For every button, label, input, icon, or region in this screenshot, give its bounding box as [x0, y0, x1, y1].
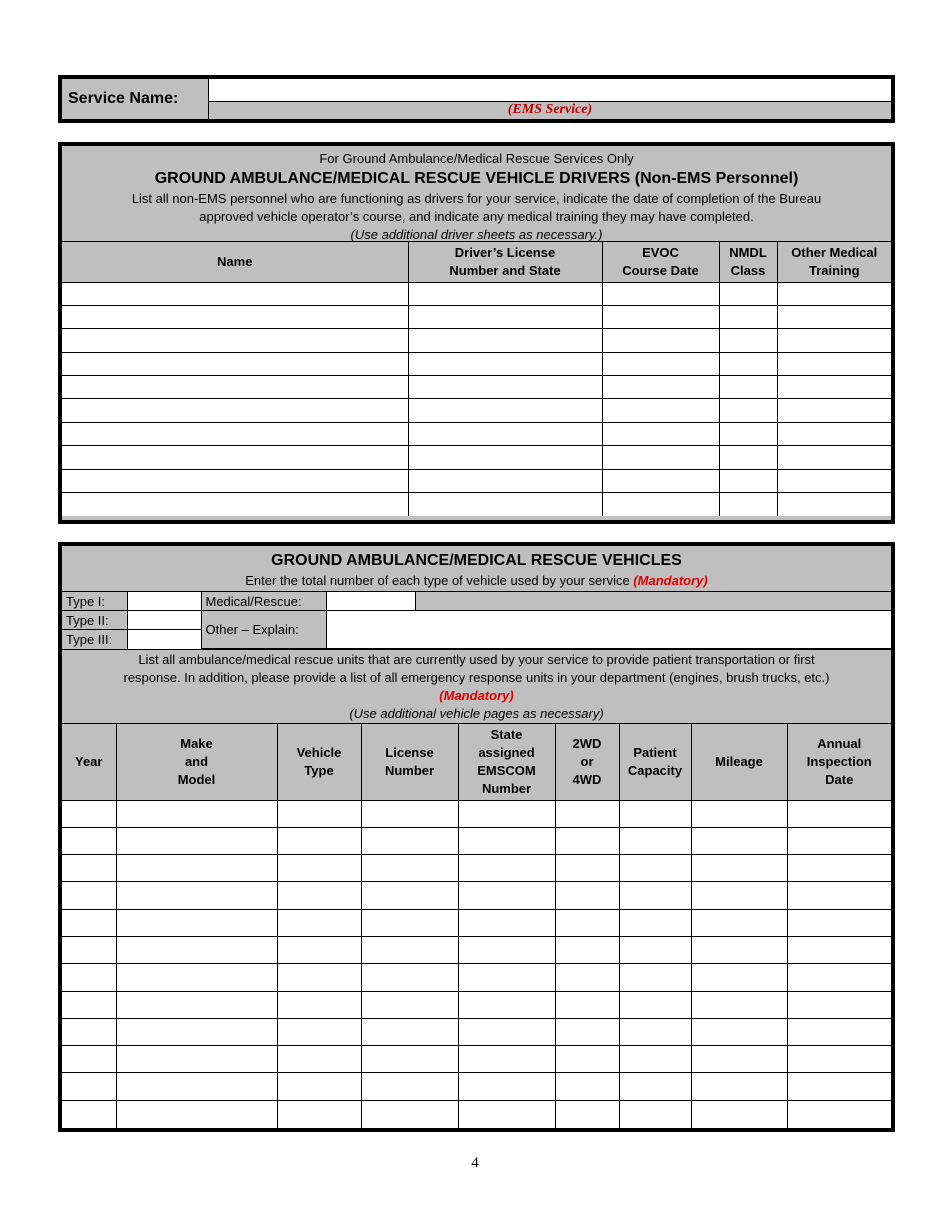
- driver-cell[interactable]: [62, 446, 408, 469]
- vehicle-cell[interactable]: [691, 1073, 787, 1100]
- vehicle-cell[interactable]: [458, 936, 555, 963]
- vehicle-cell[interactable]: [619, 827, 691, 854]
- driver-cell[interactable]: [408, 422, 602, 445]
- vehicle-cell[interactable]: [62, 1100, 116, 1127]
- driver-cell[interactable]: [408, 329, 602, 352]
- type1-count[interactable]: [127, 592, 201, 611]
- vehicle-cell[interactable]: [458, 855, 555, 882]
- vehicle-cell[interactable]: [619, 909, 691, 936]
- vehicle-cell[interactable]: [62, 936, 116, 963]
- other-explain-field[interactable]: [326, 611, 891, 649]
- type2-count[interactable]: [127, 611, 201, 630]
- vehicle-cell[interactable]: [458, 1046, 555, 1073]
- driver-cell[interactable]: [777, 329, 891, 352]
- driver-cell[interactable]: [777, 376, 891, 399]
- driver-row: [62, 446, 891, 469]
- vehicle-cell[interactable]: [116, 964, 277, 991]
- col-drivers-license: Driver’s License Number and State: [408, 242, 602, 282]
- vehicle-cell[interactable]: [116, 1018, 277, 1045]
- drivers-table: [62, 242, 891, 516]
- vehicle-cell[interactable]: [277, 964, 361, 991]
- vehicle-cell[interactable]: [691, 964, 787, 991]
- vehicle-cell[interactable]: [116, 827, 277, 854]
- driver-row: [62, 422, 891, 445]
- driver-cell[interactable]: [602, 422, 719, 445]
- driver-cell[interactable]: [602, 493, 719, 516]
- vehicle-cell[interactable]: [787, 909, 891, 936]
- vehicle-cell[interactable]: [691, 1018, 787, 1045]
- driver-cell[interactable]: [719, 446, 777, 469]
- driver-row: [62, 352, 891, 375]
- vehicle-cell[interactable]: [691, 855, 787, 882]
- drivers-section: [58, 142, 895, 524]
- vehicle-cell[interactable]: [787, 855, 891, 882]
- driver-cell[interactable]: [408, 352, 602, 375]
- col-mileage: Mileage: [691, 724, 787, 800]
- vehicle-row: [62, 1046, 891, 1073]
- vehicle-row: [62, 909, 891, 936]
- vehicle-cell[interactable]: [619, 1018, 691, 1045]
- vehicle-cell[interactable]: [787, 991, 891, 1018]
- vehicle-cell[interactable]: [361, 991, 458, 1018]
- vehicle-cell[interactable]: [458, 1018, 555, 1045]
- driver-cell[interactable]: [602, 282, 719, 305]
- col-make-model: Make and Model: [116, 724, 277, 800]
- vehicle-cell[interactable]: [62, 1046, 116, 1073]
- vehicle-list-instructions: [62, 649, 891, 724]
- driver-cell[interactable]: [602, 446, 719, 469]
- vehicle-cell[interactable]: [62, 1073, 116, 1100]
- drivers-title: GROUND AMBULANCE/MEDICAL RESCUE VEHICLE DRIVERS (Non-EMS Personnel): [154, 170, 799, 187]
- driver-cell[interactable]: [777, 493, 891, 516]
- col-year: Year: [62, 724, 116, 800]
- vehicle-cell[interactable]: [277, 1100, 361, 1127]
- vehicle-cell[interactable]: [62, 1018, 116, 1045]
- vehicle-cell[interactable]: [691, 1100, 787, 1127]
- vehicle-cell[interactable]: [361, 827, 458, 854]
- vehicle-cell[interactable]: [62, 882, 116, 909]
- vehicle-row: [62, 882, 891, 909]
- vehicle-cell[interactable]: [555, 1046, 619, 1073]
- vehicle-cell[interactable]: [277, 1073, 361, 1100]
- vehicle-cell[interactable]: [619, 882, 691, 909]
- vehicle-cell[interactable]: [691, 909, 787, 936]
- driver-cell[interactable]: [719, 376, 777, 399]
- col-evoc-date: EVOC Course Date: [602, 242, 719, 282]
- driver-cell[interactable]: [602, 469, 719, 492]
- vehicle-cell[interactable]: [555, 964, 619, 991]
- driver-cell[interactable]: [719, 305, 777, 328]
- vehicle-cell[interactable]: [277, 909, 361, 936]
- driver-row: [62, 282, 891, 305]
- vehicle-cell[interactable]: [361, 1046, 458, 1073]
- vehicle-cell[interactable]: [691, 882, 787, 909]
- vehicle-cell[interactable]: [555, 936, 619, 963]
- drivers-instructions-line-2: approved vehicle operator’s course, and indicate any medical training they may have completed.: [199, 209, 754, 224]
- vehicle-row: [62, 1100, 891, 1127]
- driver-cell[interactable]: [719, 399, 777, 422]
- vehicle-cell[interactable]: [555, 1073, 619, 1100]
- driver-cell[interactable]: [62, 282, 408, 305]
- vehicle-cell[interactable]: [787, 800, 891, 827]
- vehicle-cell[interactable]: [62, 991, 116, 1018]
- driver-row: [62, 329, 891, 352]
- vehicle-cell[interactable]: [116, 855, 277, 882]
- driver-cell[interactable]: [408, 305, 602, 328]
- vehicle-cell[interactable]: [691, 936, 787, 963]
- vehicle-cell[interactable]: [277, 1018, 361, 1045]
- vehicle-cell[interactable]: [277, 855, 361, 882]
- vehicle-row: [62, 855, 891, 882]
- vehicle-cell[interactable]: [361, 964, 458, 991]
- driver-cell[interactable]: [777, 352, 891, 375]
- driver-cell[interactable]: [602, 305, 719, 328]
- vehicles-table: [62, 724, 891, 1128]
- vehicle-cell[interactable]: [555, 1018, 619, 1045]
- col-inspection-date: Annual Inspection Date: [787, 724, 891, 800]
- driver-row: [62, 305, 891, 328]
- vehicle-cell[interactable]: [62, 964, 116, 991]
- driver-cell[interactable]: [719, 469, 777, 492]
- vehicle-list-mandatory: (Mandatory): [439, 688, 514, 703]
- vehicle-cell[interactable]: [458, 964, 555, 991]
- driver-cell[interactable]: [62, 493, 408, 516]
- driver-cell[interactable]: [602, 329, 719, 352]
- type3-count[interactable]: [127, 630, 201, 649]
- vehicle-list-line-2: response. In addition, please provide a list of all emergency response units in your department (engines, brush trucks, etc.): [123, 670, 830, 685]
- driver-cell[interactable]: [408, 376, 602, 399]
- driver-cell[interactable]: [777, 305, 891, 328]
- driver-cell[interactable]: [62, 422, 408, 445]
- type3-label: Type III:: [62, 630, 127, 649]
- col-vehicle-type: Vehicle Type: [277, 724, 361, 800]
- vehicle-list-line-1: List all ambulance/medical rescue units that are currently used by your service to provide patient transportation or first: [138, 652, 815, 667]
- vehicle-cell[interactable]: [619, 800, 691, 827]
- driver-cell[interactable]: [62, 399, 408, 422]
- vehicle-cell[interactable]: [555, 1100, 619, 1127]
- vehicle-cell[interactable]: [787, 1100, 891, 1127]
- driver-cell[interactable]: [408, 446, 602, 469]
- vehicle-cell[interactable]: [62, 855, 116, 882]
- type-filler: [415, 592, 891, 611]
- vehicle-cell[interactable]: [361, 936, 458, 963]
- driver-cell[interactable]: [777, 422, 891, 445]
- vehicle-cell[interactable]: [361, 909, 458, 936]
- driver-cell[interactable]: [62, 329, 408, 352]
- drivers-note: (Use additional driver sheets as necessary.): [350, 227, 603, 242]
- col-other-training: Other Medical Training: [777, 242, 891, 282]
- vehicle-cell[interactable]: [787, 827, 891, 854]
- col-patient-capacity: Patient Capacity: [619, 724, 691, 800]
- driver-row: [62, 376, 891, 399]
- vehicle-row: [62, 800, 891, 827]
- vehicle-cell[interactable]: [116, 1073, 277, 1100]
- vehicle-cell[interactable]: [277, 827, 361, 854]
- driver-cell[interactable]: [62, 376, 408, 399]
- driver-cell[interactable]: [719, 329, 777, 352]
- driver-cell[interactable]: [62, 469, 408, 492]
- vehicle-row: [62, 936, 891, 963]
- driver-cell[interactable]: [719, 282, 777, 305]
- driver-cell[interactable]: [719, 422, 777, 445]
- medical-rescue-label: Medical/Rescue:: [201, 592, 326, 611]
- vehicle-cell[interactable]: [361, 800, 458, 827]
- vehicle-cell[interactable]: [619, 1046, 691, 1073]
- vehicle-row: [62, 964, 891, 991]
- page-number: 4: [471, 1155, 479, 1171]
- vehicle-cell[interactable]: [555, 882, 619, 909]
- driver-cell[interactable]: [719, 352, 777, 375]
- col-name: Name: [62, 242, 408, 282]
- vehicle-cell[interactable]: [277, 936, 361, 963]
- vehicle-cell[interactable]: [277, 800, 361, 827]
- driver-cell[interactable]: [777, 282, 891, 305]
- vehicle-cell[interactable]: [787, 1073, 891, 1100]
- vehicle-cell[interactable]: [787, 964, 891, 991]
- vehicle-cell[interactable]: [361, 1100, 458, 1127]
- driver-cell[interactable]: [408, 469, 602, 492]
- vehicle-type-counts: [62, 591, 891, 649]
- drivers-instructions-line-1: List all non-EMS personnel who are functioning as drivers for your service, indicate the date of completion of the Bureau: [131, 191, 822, 206]
- vehicle-cell[interactable]: [555, 909, 619, 936]
- driver-cell[interactable]: [777, 399, 891, 422]
- vehicle-cell[interactable]: [458, 909, 555, 936]
- vehicle-cell[interactable]: [619, 991, 691, 1018]
- vehicle-cell[interactable]: [458, 800, 555, 827]
- vehicle-cell[interactable]: [787, 1018, 891, 1045]
- vehicle-cell[interactable]: [555, 991, 619, 1018]
- vehicle-cell[interactable]: [116, 882, 277, 909]
- driver-row: [62, 469, 891, 492]
- vehicle-cell[interactable]: [458, 991, 555, 1018]
- vehicle-cell[interactable]: [361, 855, 458, 882]
- vehicle-cell[interactable]: [619, 855, 691, 882]
- vehicle-cell[interactable]: [619, 964, 691, 991]
- vehicles-subtitle: Enter the total number of each type of vehicle used by your service: [245, 573, 630, 588]
- other-explain-label: Other – Explain:: [201, 611, 326, 649]
- vehicle-cell[interactable]: [62, 909, 116, 936]
- vehicle-cell[interactable]: [691, 991, 787, 1018]
- vehicles-section: [58, 542, 895, 1132]
- vehicle-cell[interactable]: [277, 882, 361, 909]
- vehicle-cell[interactable]: [116, 936, 277, 963]
- vehicle-row: [62, 1018, 891, 1045]
- vehicle-row: [62, 1073, 891, 1100]
- vehicle-cell[interactable]: [787, 882, 891, 909]
- vehicle-cell[interactable]: [116, 800, 277, 827]
- vehicle-row: [62, 827, 891, 854]
- vehicles-title: GROUND AMBULANCE/MEDICAL RESCUE VEHICLES: [271, 552, 682, 569]
- vehicle-list-note: (Use additional vehicle pages as necessary): [349, 706, 604, 721]
- driver-cell[interactable]: [62, 352, 408, 375]
- driver-cell[interactable]: [602, 376, 719, 399]
- vehicles-mandatory: (Mandatory): [633, 573, 708, 588]
- vehicle-cell[interactable]: [458, 1073, 555, 1100]
- vehicle-cell[interactable]: [691, 827, 787, 854]
- vehicle-cell[interactable]: [361, 1073, 458, 1100]
- vehicle-cell[interactable]: [691, 800, 787, 827]
- vehicle-cell[interactable]: [458, 882, 555, 909]
- service-name-field[interactable]: [209, 79, 891, 102]
- col-drive-type: 2WD or 4WD: [555, 724, 619, 800]
- type2-label: Type II:: [62, 611, 127, 630]
- vehicle-cell[interactable]: [787, 1046, 891, 1073]
- vehicle-cell[interactable]: [458, 827, 555, 854]
- vehicle-cell[interactable]: [555, 827, 619, 854]
- ems-service-caption: (EMS Service): [507, 102, 593, 117]
- vehicle-cell[interactable]: [62, 827, 116, 854]
- vehicle-cell[interactable]: [116, 991, 277, 1018]
- vehicle-cell[interactable]: [787, 936, 891, 963]
- driver-row: [62, 399, 891, 422]
- driver-cell[interactable]: [777, 469, 891, 492]
- drivers-header: [62, 146, 891, 242]
- vehicle-row: [62, 991, 891, 1018]
- vehicle-cell[interactable]: [619, 1073, 691, 1100]
- driver-cell[interactable]: [62, 305, 408, 328]
- vehicle-cell[interactable]: [619, 936, 691, 963]
- col-license-number: License Number: [361, 724, 458, 800]
- vehicle-cell[interactable]: [555, 855, 619, 882]
- driver-row: [62, 493, 891, 516]
- service-name-box: [58, 75, 895, 123]
- col-emscom-number: State assigned EMSCOM Number: [458, 724, 555, 800]
- col-nmdl-class: NMDL Class: [719, 242, 777, 282]
- vehicle-cell[interactable]: [555, 800, 619, 827]
- vehicle-cell[interactable]: [619, 1100, 691, 1127]
- driver-cell[interactable]: [408, 399, 602, 422]
- drivers-scope-line: For Ground Ambulance/Medical Rescue Services Only: [319, 151, 634, 166]
- medical-rescue-count[interactable]: [326, 592, 415, 611]
- driver-cell[interactable]: [602, 352, 719, 375]
- vehicle-cell[interactable]: [361, 882, 458, 909]
- vehicle-cell[interactable]: [116, 1046, 277, 1073]
- driver-cell[interactable]: [602, 399, 719, 422]
- vehicle-cell[interactable]: [458, 1100, 555, 1127]
- driver-cell[interactable]: [777, 446, 891, 469]
- vehicles-header: [62, 546, 891, 591]
- vehicle-cell[interactable]: [116, 1100, 277, 1127]
- vehicle-cell[interactable]: [277, 1046, 361, 1073]
- driver-cell[interactable]: [719, 493, 777, 516]
- driver-cell[interactable]: [408, 493, 602, 516]
- vehicle-cell[interactable]: [277, 991, 361, 1018]
- vehicle-cell[interactable]: [361, 1018, 458, 1045]
- service-name-label: Service Name:: [62, 79, 209, 119]
- vehicle-cell[interactable]: [62, 800, 116, 827]
- vehicle-cell[interactable]: [691, 1046, 787, 1073]
- vehicle-cell[interactable]: [116, 909, 277, 936]
- driver-cell[interactable]: [408, 282, 602, 305]
- type1-label: Type I:: [62, 592, 127, 611]
